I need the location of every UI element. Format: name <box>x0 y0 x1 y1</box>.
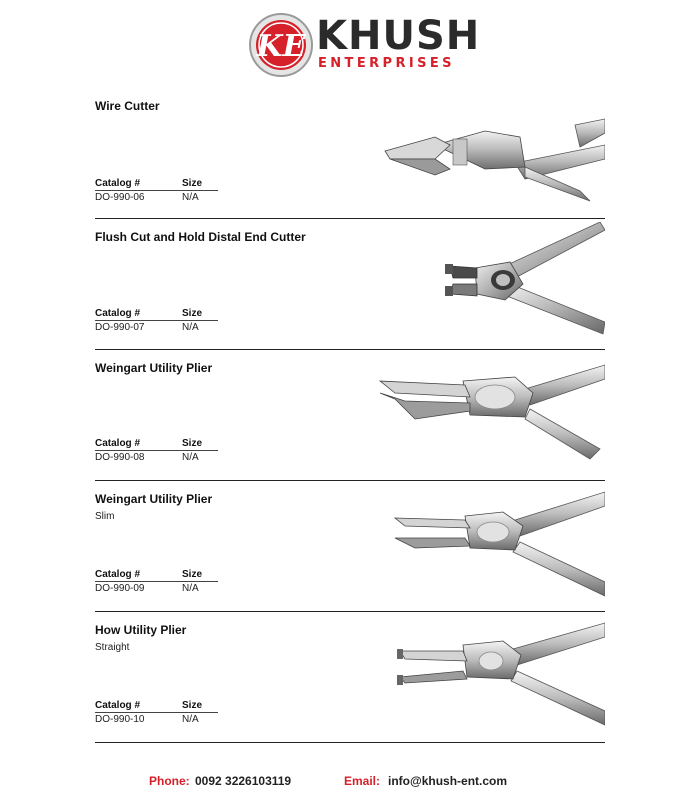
catalog-divider <box>95 712 218 713</box>
catalog-divider <box>95 450 218 451</box>
catalog-label: Catalog # <box>95 700 141 711</box>
catalog-number: DO-990-10 <box>95 714 145 725</box>
size-label: Size <box>182 308 203 319</box>
product-section <box>95 87 605 219</box>
catalog-divider <box>95 581 218 582</box>
catalog-label: Catalog # <box>95 438 141 449</box>
size-label: Size <box>182 569 203 580</box>
email-address[interactable]: info@khush-ent.com <box>388 774 508 788</box>
brand-tagline: ENTERPRISES <box>318 56 455 71</box>
size-value: N/A <box>182 322 199 333</box>
size-label: Size <box>182 438 203 449</box>
catalog-number: DO-990-06 <box>95 192 145 203</box>
product-section <box>95 611 605 743</box>
product-section <box>95 480 605 612</box>
catalog-number: DO-990-08 <box>95 452 145 463</box>
catalog-divider <box>95 190 218 191</box>
catalog-label: Catalog # <box>95 178 141 189</box>
how-plier-image <box>375 621 605 741</box>
phone-number[interactable]: 0092 3226103119 <box>195 774 292 788</box>
size-label: Size <box>182 178 203 189</box>
weingart-plier-image <box>375 359 605 479</box>
catalog-number: DO-990-09 <box>95 583 145 594</box>
size-value: N/A <box>182 192 199 203</box>
phone-label: Phone: <box>149 774 190 788</box>
product-title: Weingart Utility Plier <box>95 492 213 506</box>
product-subtitle: Slim <box>95 511 115 522</box>
product-section <box>95 349 605 481</box>
size-label: Size <box>182 700 203 711</box>
catalog-label: Catalog # <box>95 569 141 580</box>
size-value: N/A <box>182 583 199 594</box>
wire-cutter-image <box>375 107 605 227</box>
catalog-number: DO-990-07 <box>95 322 145 333</box>
catalog-label: Catalog # <box>95 308 141 319</box>
product-title: How Utility Plier <box>95 623 187 637</box>
catalog-divider <box>95 320 218 321</box>
email-label: Email: <box>344 774 381 788</box>
product-section <box>95 218 605 350</box>
size-value: N/A <box>182 452 199 463</box>
size-value: N/A <box>182 714 199 725</box>
brand-name: KHUSH <box>316 13 481 59</box>
logo-initials: KE <box>256 29 306 64</box>
product-title: Flush Cut and Hold Distal End Cutter <box>95 230 306 244</box>
weingart-slim-plier-image <box>375 490 605 610</box>
product-title: Wire Cutter <box>95 99 160 113</box>
flush-cutter-image <box>375 222 605 342</box>
product-subtitle: Straight <box>95 642 130 653</box>
product-title: Weingart Utility Plier <box>95 361 213 375</box>
